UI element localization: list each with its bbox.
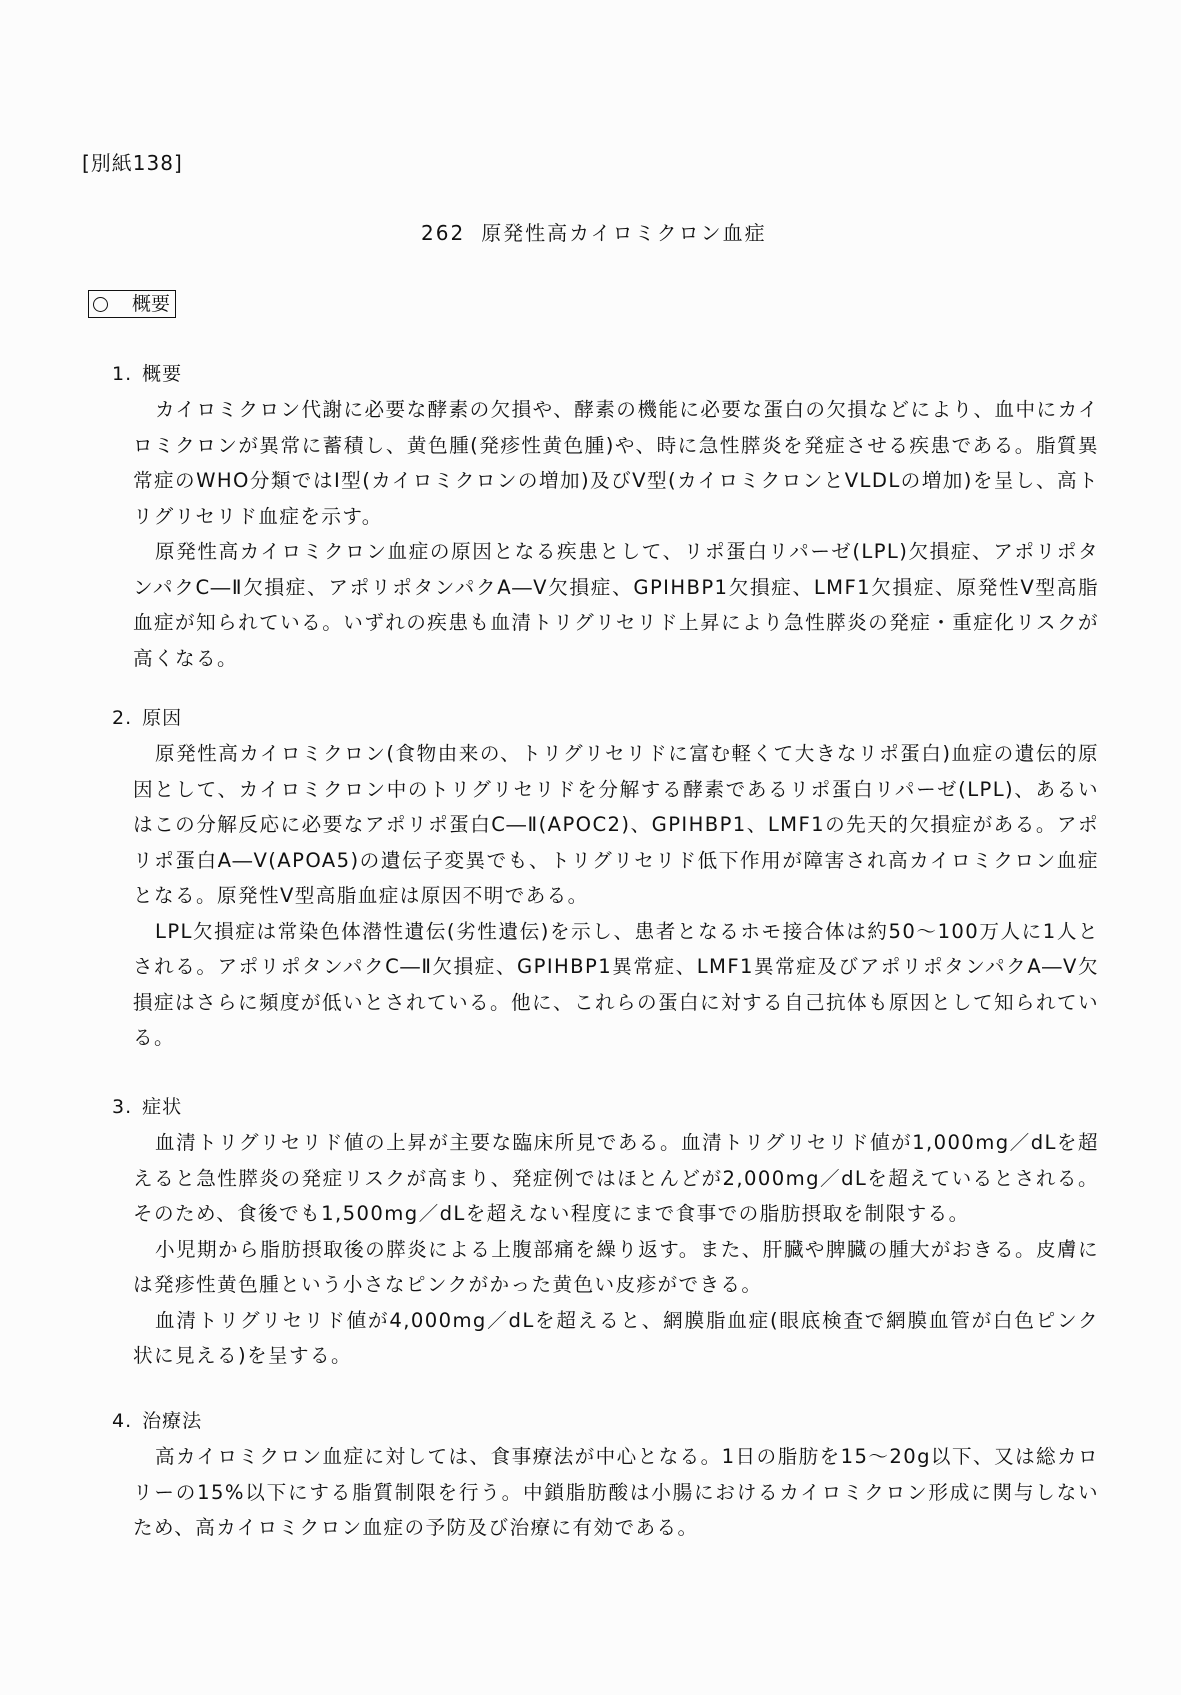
section-heading — [112, 1404, 1092, 1439]
section-heading — [112, 701, 1092, 736]
section-title: 治療法 — [142, 1410, 203, 1432]
section-title: 症状 — [142, 1096, 183, 1118]
section-symptoms — [112, 1090, 1099, 1374]
section-number: 1. — [112, 363, 133, 385]
section-overview — [112, 357, 1099, 676]
paragraph: 高カイロミクロン血症に対しては、食事療法が中心となる。1日の脂肪を15～20g以下、又は総カロリーの15%以下にする脂質制限を行う。中鎖脂肪酸は小腸におけるカイロミクロン形成に関与しないため、高カイロミクロン血症の予防及び治療に有効である。 — [133, 1445, 1099, 1539]
paragraph: LPL欠損症は常染色体潜性遺伝(劣性遺伝)を示し、患者となるホモ接合体は約50～100万人に1人とされる。アポリポタンパクC―Ⅱ欠損症、GPIHBP1異常症、LMF1異常症及びアポリポタンパクA―V欠損症はさらに頻度が低いとされている。他に、これらの蛋白に対する自己抗体も原因として知られている。 — [133, 919, 1099, 1049]
circle-bullet-icon — [93, 297, 108, 312]
section-title: 概要 — [142, 363, 183, 385]
section-treatment — [112, 1404, 1099, 1546]
page-title — [421, 220, 767, 246]
section-title: 原因 — [142, 707, 183, 729]
paragraph: 血清トリグリセリド値の上昇が主要な臨床所見である。血清トリグリセリド値が1,000mg／dLを超えると急性膵炎の発症リスクが高まり、発症例ではほとんどが2,000mg／dLを超えているとされる。そのため、食後でも1,500mg／dLを超えない程度にまで食事での脂肪摂取を制限する。 — [133, 1131, 1099, 1225]
paragraph: カイロミクロン代謝に必要な酵素の欠損や、酵素の機能に必要な蛋白の欠損などにより、血中にカイロミクロンが異常に蓄積し、黄色腫(発疹性黄色腫)や、時に急性膵炎を発症させる疾患である。脂質異常症のWHO分類ではⅠ型(カイロミクロンの増加)及びⅤ型(カイロミクロンとVLDLの増加)を呈し、高トリグリセリド血症を示す。 — [133, 398, 1099, 528]
paragraph: 原発性高カイロミクロン血症の原因となる疾患として、リポ蛋白リパーゼ(LPL)欠損症、アポリポタンパクC―Ⅱ欠損症、アポリポタンパクA―V欠損症、GPIHBP1欠損症、LMF1欠損症、原発性V型高脂血症が知られている。いずれの疾患も血清トリグリセリド上昇により急性膵炎の発症・重症化リスクが高くなる。 — [133, 540, 1099, 670]
boxed-heading-label: 概要 — [132, 292, 171, 315]
title-number: 262 — [421, 221, 466, 245]
section-number: 2. — [112, 707, 133, 729]
section-number: 4. — [112, 1410, 133, 1432]
paragraph: 小児期から脂肪摂取後の膵炎による上腹部痛を繰り返す。また、肝臓や脾臓の腫大がおきる。皮膚には発疹性黄色腫という小さなピンクがかった黄色い皮疹ができる。 — [133, 1237, 1099, 1296]
section-number: 3. — [112, 1096, 133, 1118]
boxed-heading-overview — [88, 290, 176, 318]
title-text: 原発性高カイロミクロン血症 — [481, 221, 767, 245]
section-cause — [112, 701, 1099, 1056]
section-heading — [112, 1090, 1092, 1125]
paragraph: 原発性高カイロミクロン(食物由来の、トリグリセリドに富む軽くて大きなリポ蛋白)血症の遺伝的原因として、カイロミクロン中のトリグリセリドを分解する酵素であるリポ蛋白リパーゼ(LPL)、あるいはこの分解反応に必要なアポリポ蛋白C―Ⅱ(APOC2)、GPIHBP1、LMF1の先天的欠損症がある。アポリポ蛋白A―V(APOA5)の遺伝子変異でも、トリグリセリド低下作用が障害され高カイロミクロン血症となる。原発性Ⅴ型高脂血症は原因不明である。 — [133, 742, 1099, 907]
annex-label: [別紙138] — [82, 151, 183, 175]
paragraph: 血清トリグリセリド値が4,000mg／dLを超えると、網膜脂血症(眼底検査で網膜血管が白色ピンク状に見える)を呈する。 — [133, 1308, 1099, 1367]
section-heading — [112, 357, 1092, 392]
